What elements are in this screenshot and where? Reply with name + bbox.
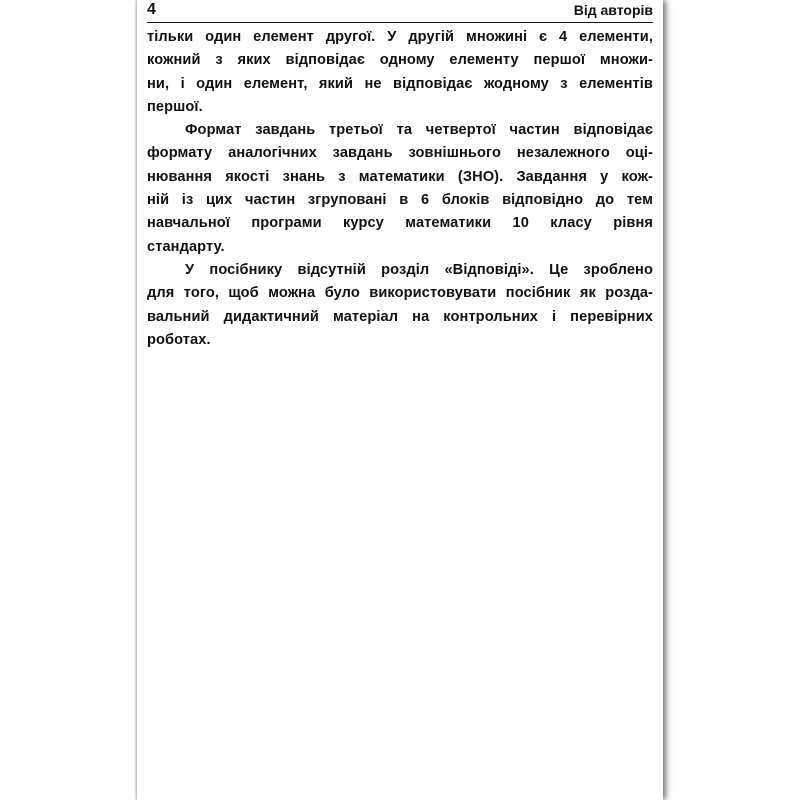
text-line: тільки один елемент другої. У другій множині є 4 елементи, <box>147 29 653 45</box>
text-line: ни, і один елемент, який не відповідає жодному з елементів <box>147 75 653 92</box>
text-line: Формат завдань третьої та четвертої частин відповідає <box>185 122 653 139</box>
text-line: ній із цих частин згруповані в 6 блоків відповідно до тем <box>147 192 653 209</box>
paragraph-continuation <box>147 26 653 119</box>
text-line: першої. <box>147 98 203 115</box>
text-line: роботах. <box>147 331 211 348</box>
text-line: нювання якості знань з математики (ЗНО). Завдання у кож- <box>147 168 653 185</box>
text-line: вальний дидактичний матеріал на контрольних і перевірних <box>147 308 653 325</box>
body-text <box>147 26 653 352</box>
text-line: навчальної програми курсу математики 10 класу рівня <box>147 215 653 232</box>
text-line: формату аналогічних завдань зовнішнього незалежного оці- <box>147 145 653 162</box>
book-page <box>137 0 663 800</box>
text-line: У посібнику відсутній розділ «Відповіді». Це зроблено <box>185 261 653 278</box>
section-title: Від авторів <box>573 2 653 18</box>
text-line: для того, щоб можна було використовувати посібник як розда- <box>147 285 653 302</box>
running-header <box>147 0 653 23</box>
paragraph-answers <box>147 259 653 352</box>
paragraph-format <box>147 119 653 259</box>
text-line: кожний з яких відповідає одному елементу першої множи- <box>147 52 653 69</box>
page-number: 4 <box>147 1 156 18</box>
text-line: стандарту. <box>147 238 225 255</box>
